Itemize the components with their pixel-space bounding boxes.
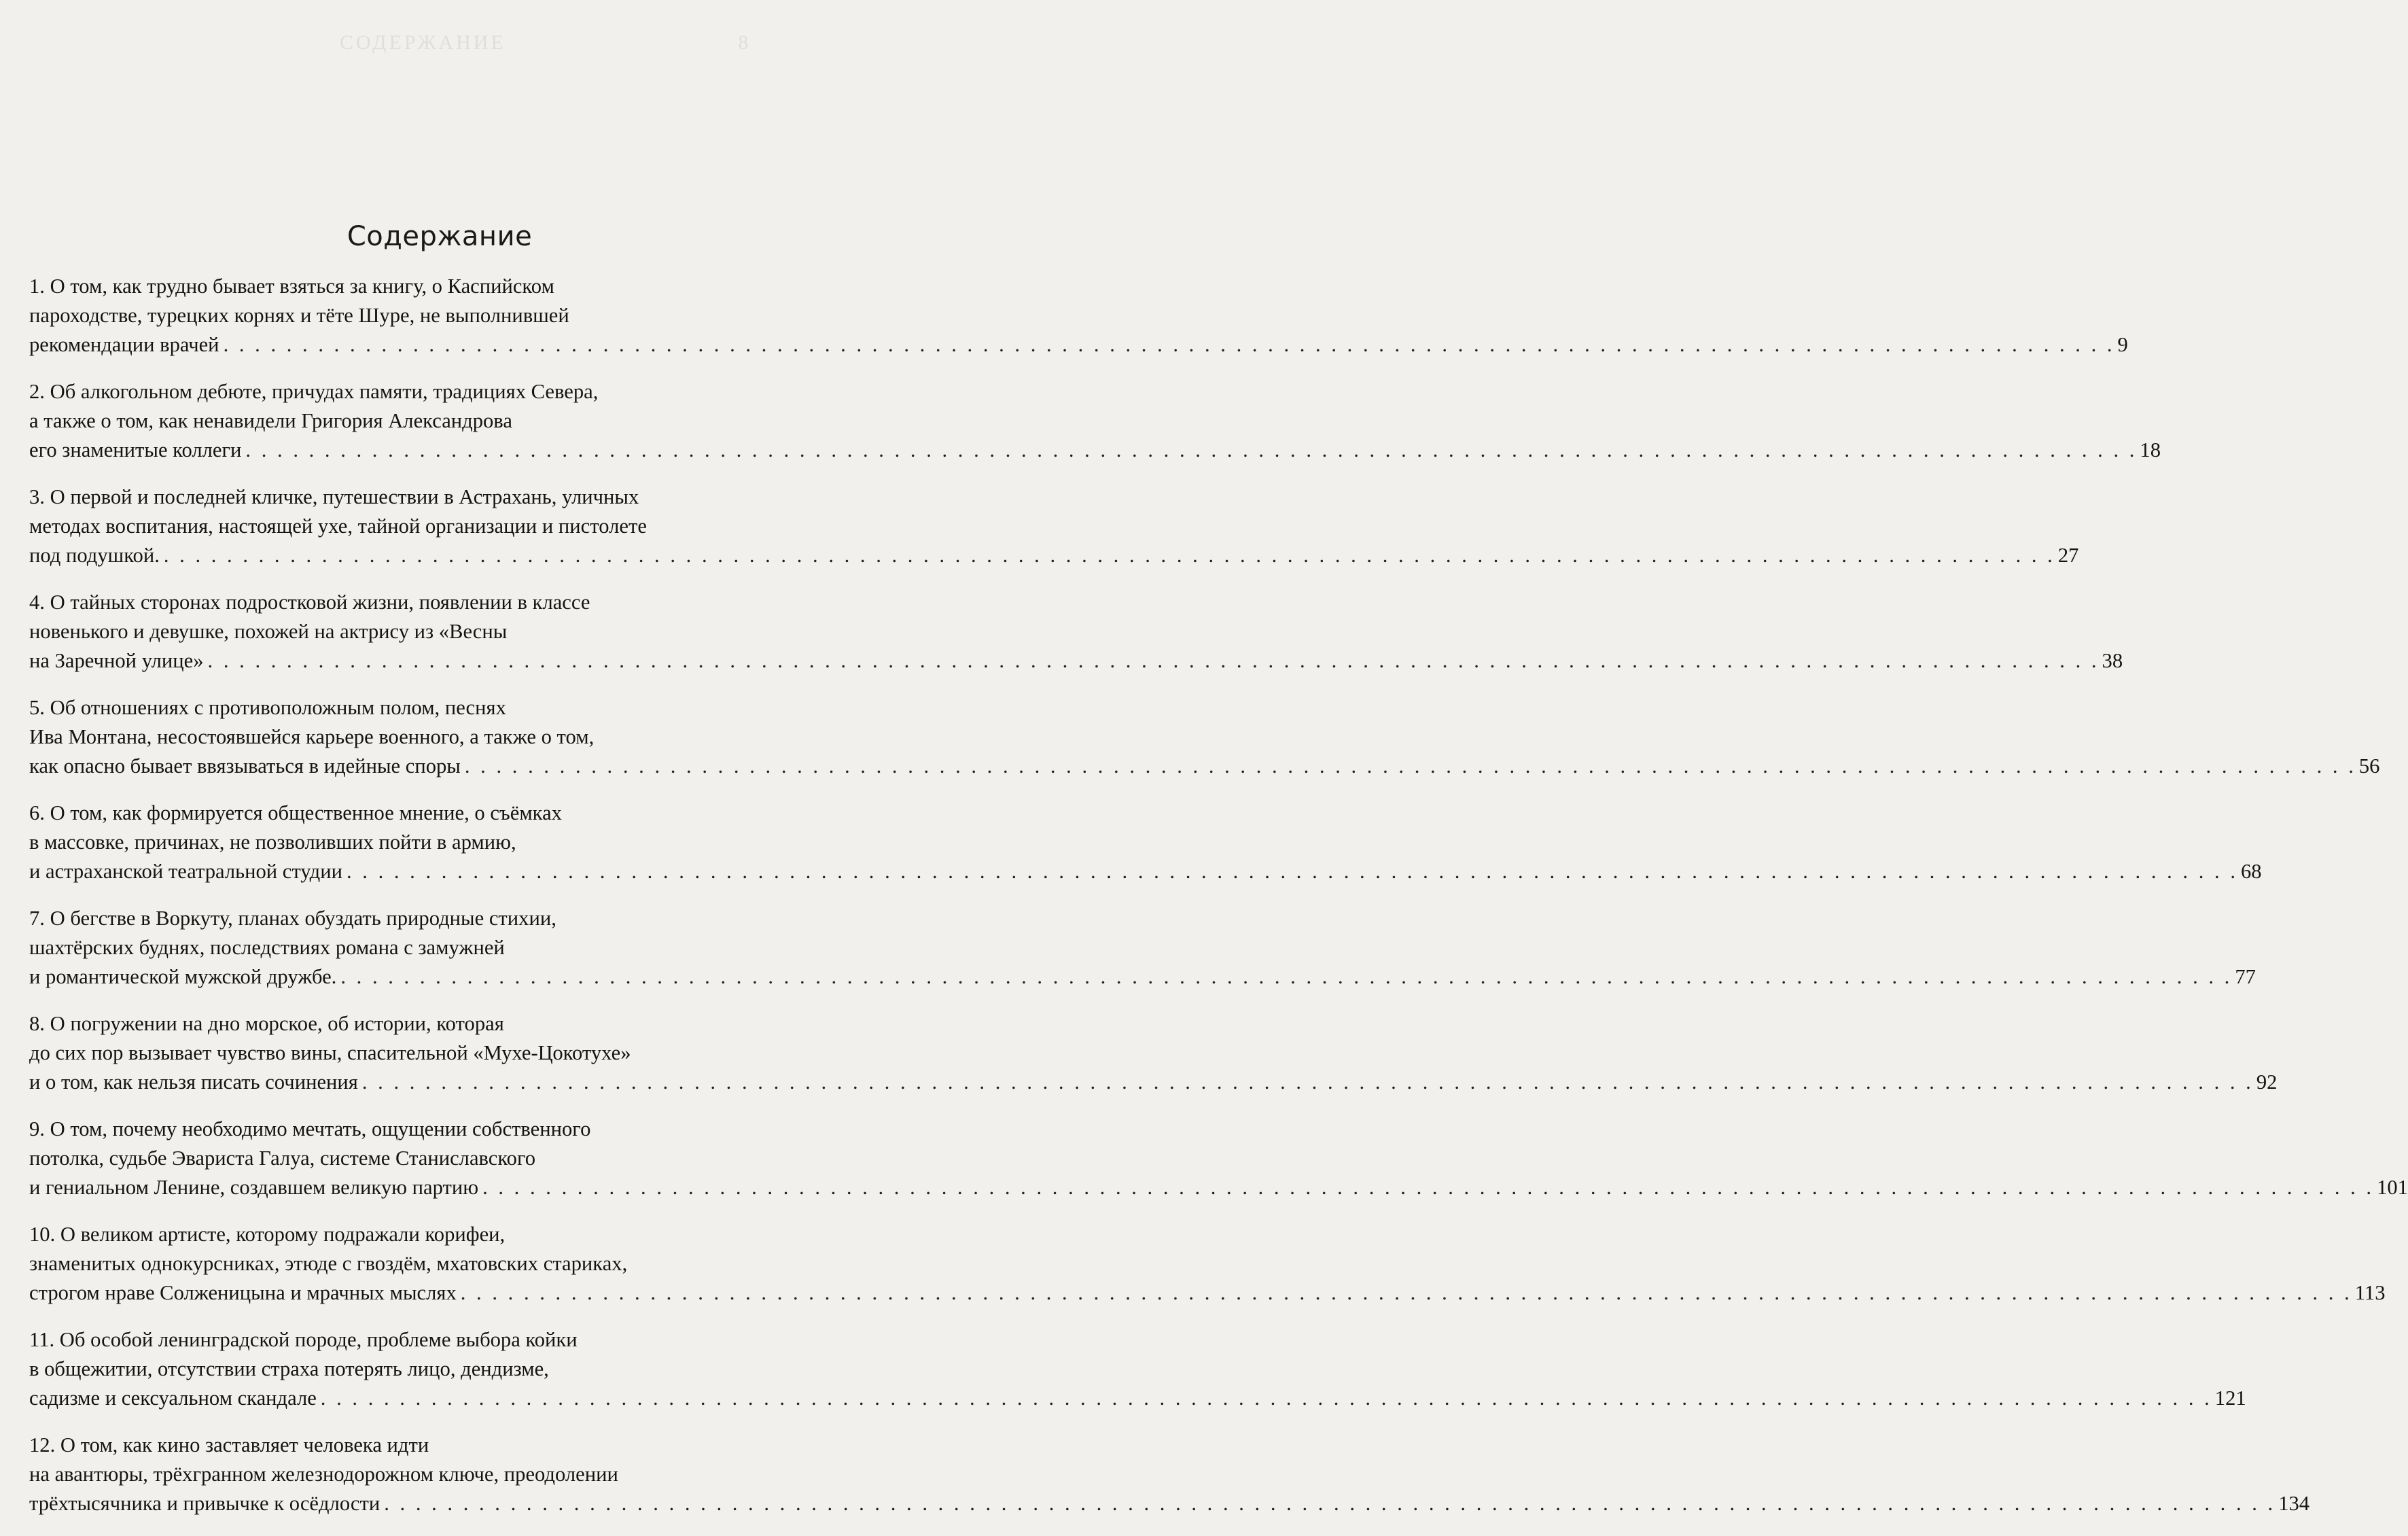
toc-entry-line: шахтёрских буднях, последствиях романа с замужней — [29, 936, 505, 959]
toc-entry-line: 4. О тайных сторонах подростковой жизни, появлении в классе — [29, 591, 590, 614]
toc-entry-line: 7. О бегстве в Воркуту, планах обуздать природные стихии, — [29, 907, 556, 930]
toc-entry-line: и о том, как нельзя писать сочинения — [29, 1070, 358, 1094]
toc-entry — [29, 377, 2161, 465]
bleed-through-text — [102, 27, 849, 58]
dot-leader: . . . . . . . . . . . . . . . . . . . . . . . . . . . . . . . . . . . . . . . . . . . . . . . . . . . . . . . . . . . . . . . . . . . . . . . . . . . . . . . . . . . . . . . . . . . . . . . . . . . . . . . . . . . . . . . . . . . . . . . . — [482, 1176, 2375, 1199]
toc-entry-line: и романтической мужской дружбе. — [29, 965, 337, 988]
toc-entry-line: как опасно бывает ввязываться в идейные споры — [29, 754, 461, 778]
dot-leader: . . . . . . . . . . . . . . . . . . . . . . . . . . . . . . . . . . . . . . . . . . . . . . . . . . . . . . . . . . . . . . . . . . . . . . . . . . . . . . . . . . . . . . . . . . . . . . . . . . . . . . . . . . . . . . . . . . . . . . . . — [361, 1070, 2254, 1094]
ghost-running-header: СОДЕРЖАНИЕ 8 — [340, 31, 751, 54]
toc-entry-line: под подушкой. — [29, 544, 160, 567]
toc-entry-last-line — [29, 752, 2380, 781]
toc-entry — [29, 1009, 2278, 1097]
toc-entry — [29, 483, 2079, 570]
toc-entry-last-line — [29, 962, 2256, 992]
toc-entry-line: строгом нраве Солженицына и мрачных мыслях — [29, 1281, 457, 1304]
page-number: 18 — [2140, 438, 2161, 461]
toc-entry — [29, 272, 2128, 360]
page-number: 38 — [2102, 649, 2123, 672]
page-number: 56 — [2358, 754, 2380, 778]
page-title: Содержание — [347, 220, 533, 252]
page-number: 113 — [2354, 1281, 2386, 1304]
page-number: 92 — [2256, 1070, 2278, 1094]
toc-entry-line: 9. О том, почему необходимо мечтать, ощущении собственного — [29, 1117, 591, 1140]
table-of-contents — [29, 272, 2408, 1536]
dot-leader: . . . . . . . . . . . . . . . . . . . . . . . . . . . . . . . . . . . . . . . . . . . . . . . . . . . . . . . . . . . . . . . . . . . . . . . . . . . . . . . . . . . . . . . . . . . . . . . . . . . . . . . . . . . . . . . . . . . . . . . . — [163, 544, 2055, 567]
toc-entry — [29, 904, 2256, 992]
toc-entry-line: его знаменитые коллеги — [29, 438, 242, 461]
toc-entry-last-line — [29, 1489, 2310, 1518]
toc-entry — [29, 1220, 2386, 1308]
toc-entry-last-line — [29, 330, 2128, 360]
toc-entry — [29, 1115, 2408, 1202]
page-number: 77 — [2235, 965, 2256, 988]
dot-leader: . . . . . . . . . . . . . . . . . . . . . . . . . . . . . . . . . . . . . . . . . . . . . . . . . . . . . . . . . . . . . . . . . . . . . . . . . . . . . . . . . . . . . . . . . . . . . . . . . . . . . . . . . . . . . . . . . . . . . . . . — [384, 1492, 2276, 1515]
toc-entry-line: методах воспитания, настоящей ухе, тайной организации и пистолете — [29, 514, 647, 538]
toc-entry — [29, 588, 2123, 676]
toc-entry-line: и гениальном Ленине, создавшем великую партию — [29, 1176, 479, 1199]
toc-entry-line: 2. Об алкогольном дебюте, причудах памяти, традициях Севера, — [29, 380, 599, 403]
toc-entry-last-line — [29, 1068, 2278, 1097]
page-number: 9 — [2117, 333, 2128, 356]
dot-leader: . . . . . . . . . . . . . . . . . . . . . . . . . . . . . . . . . . . . . . . . . . . . . . . . . . . . . . . . . . . . . . . . . . . . . . . . . . . . . . . . . . . . . . . . . . . . . . . . . . . . . . . . . . . . . . . . . . . . . . . . — [460, 1281, 2352, 1304]
toc-entry-line: а также о том, как ненавидели Григория Александрова — [29, 409, 512, 432]
toc-entry-line: 10. О великом артисте, которому подражали корифеи, — [29, 1223, 506, 1246]
toc-entry-line: 8. О погружении на дно морское, об истории, которая — [29, 1012, 504, 1035]
toc-entry — [29, 799, 2262, 886]
toc-entry-line: 11. Об особой ленинградской породе, проблеме выбора койки — [29, 1328, 578, 1351]
toc-entry-line: на авантюры, трёхгранном железнодорожном ключе, преодолении — [29, 1463, 618, 1486]
toc-entry-line: 1. О том, как трудно бывает взяться за книгу, о Каспийском — [29, 275, 554, 298]
toc-entry-line: рекомендации врачей — [29, 333, 219, 356]
toc-entry-line: до сих пор вызывает чувство вины, спасительной «Мухе-Цокотухе» — [29, 1041, 631, 1064]
page-number: 134 — [2278, 1492, 2310, 1515]
toc-entry-line: трёхтысячника и привычке к осёдлости — [29, 1492, 380, 1515]
toc-entry-line: на Заречной улице» — [29, 649, 204, 672]
page-number: 27 — [2057, 544, 2079, 567]
toc-entry-line: садизме и сексуальном скандале — [29, 1386, 317, 1410]
toc-entry-line: потолка, судьбе Эвариста Галуа, системе Станиславского — [29, 1147, 536, 1170]
page-number: 101 — [2377, 1176, 2408, 1199]
dot-leader: . . . . . . . . . . . . . . . . . . . . . . . . . . . . . . . . . . . . . . . . . . . . . . . . . . . . . . . . . . . . . . . . . . . . . . . . . . . . . . . . . . . . . . . . . . . . . . . . . . . . . . . . . . . . . . . . . . . . . . . . — [245, 438, 2138, 461]
dot-leader: . . . . . . . . . . . . . . . . . . . . . . . . . . . . . . . . . . . . . . . . . . . . . . . . . . . . . . . . . . . . . . . . . . . . . . . . . . . . . . . . . . . . . . . . . . . . . . . . . . . . . . . . . . . . . . . . . . . . . . . . — [464, 754, 2356, 778]
dot-leader: . . . . . . . . . . . . . . . . . . . . . . . . . . . . . . . . . . . . . . . . . . . . . . . . . . . . . . . . . . . . . . . . . . . . . . . . . . . . . . . . . . . . . . . . . . . . . . . . . . . . . . . . . . . . . . . . . . . . . . . . — [346, 860, 2238, 883]
toc-entry-line: в общежитии, отсутствии страха потерять лицо, дендизме, — [29, 1357, 549, 1380]
dot-leader: . . . . . . . . . . . . . . . . . . . . . . . . . . . . . . . . . . . . . . . . . . . . . . . . . . . . . . . . . . . . . . . . . . . . . . . . . . . . . . . . . . . . . . . . . . . . . . . . . . . . . . . . . . . . . . . . . . . . . . . . — [340, 965, 2233, 988]
toc-entry-line: и астраханской театральной студии — [29, 860, 342, 883]
toc-entry-line: знаменитых однокурсниках, этюде с гвоздём, мхатовских стариках, — [29, 1252, 628, 1275]
toc-entry-line: в массовке, причинах, не позволивших пойти в армию, — [29, 831, 516, 854]
toc-entry-line: 6. О том, как формируется общественное мнение, о съёмках — [29, 801, 562, 824]
toc-entry-line: 12. О том, как кино заставляет человека идти — [29, 1433, 429, 1456]
toc-entry — [29, 693, 2380, 781]
dot-leader: . . . . . . . . . . . . . . . . . . . . . . . . . . . . . . . . . . . . . . . . . . . . . . . . . . . . . . . . . . . . . . . . . . . . . . . . . . . . . . . . . . . . . . . . . . . . . . . . . . . . . . . . . . . . . . . . . . . . . . . . — [320, 1386, 2212, 1410]
page-number: 68 — [2240, 860, 2262, 883]
page-number: 121 — [2214, 1386, 2246, 1410]
toc-entry-line: новенького и девушке, похожей на актрису из «Весны — [29, 620, 508, 643]
toc-entry-last-line — [29, 1278, 2386, 1308]
toc-entry-line: 3. О первой и последней кличке, путешествии в Астрахань, уличных — [29, 485, 639, 508]
toc-entry — [29, 1325, 2246, 1413]
toc-entry-last-line — [29, 1173, 2408, 1202]
toc-entry-last-line — [29, 1384, 2246, 1413]
dot-leader: . . . . . . . . . . . . . . . . . . . . . . . . . . . . . . . . . . . . . . . . . . . . . . . . . . . . . . . . . . . . . . . . . . . . . . . . . . . . . . . . . . . . . . . . . . . . . . . . . . . . . . . . . . . . . . . . . . . . . . . . — [223, 333, 2115, 356]
toc-entry-line: Ива Монтана, несостоявшейся карьере военного, а также о том, — [29, 725, 595, 748]
toc-entry-last-line — [29, 857, 2262, 886]
dot-leader: . . . . . . . . . . . . . . . . . . . . . . . . . . . . . . . . . . . . . . . . . . . . . . . . . . . . . . . . . . . . . . . . . . . . . . . . . . . . . . . . . . . . . . . . . . . . . . . . . . . . . . . . . . . . . . . . . . . . . . . . — [207, 649, 2100, 672]
toc-entry-line: пароходстве, турецких корнях и тёте Шуре, не выполнившей — [29, 304, 569, 327]
toc-entry-last-line — [29, 646, 2123, 676]
toc-entry-line: 5. Об отношениях с противоположным полом, песнях — [29, 696, 506, 719]
toc-entry — [29, 1431, 2310, 1518]
toc-entry-last-line — [29, 436, 2161, 465]
toc-entry-last-line — [29, 541, 2079, 570]
